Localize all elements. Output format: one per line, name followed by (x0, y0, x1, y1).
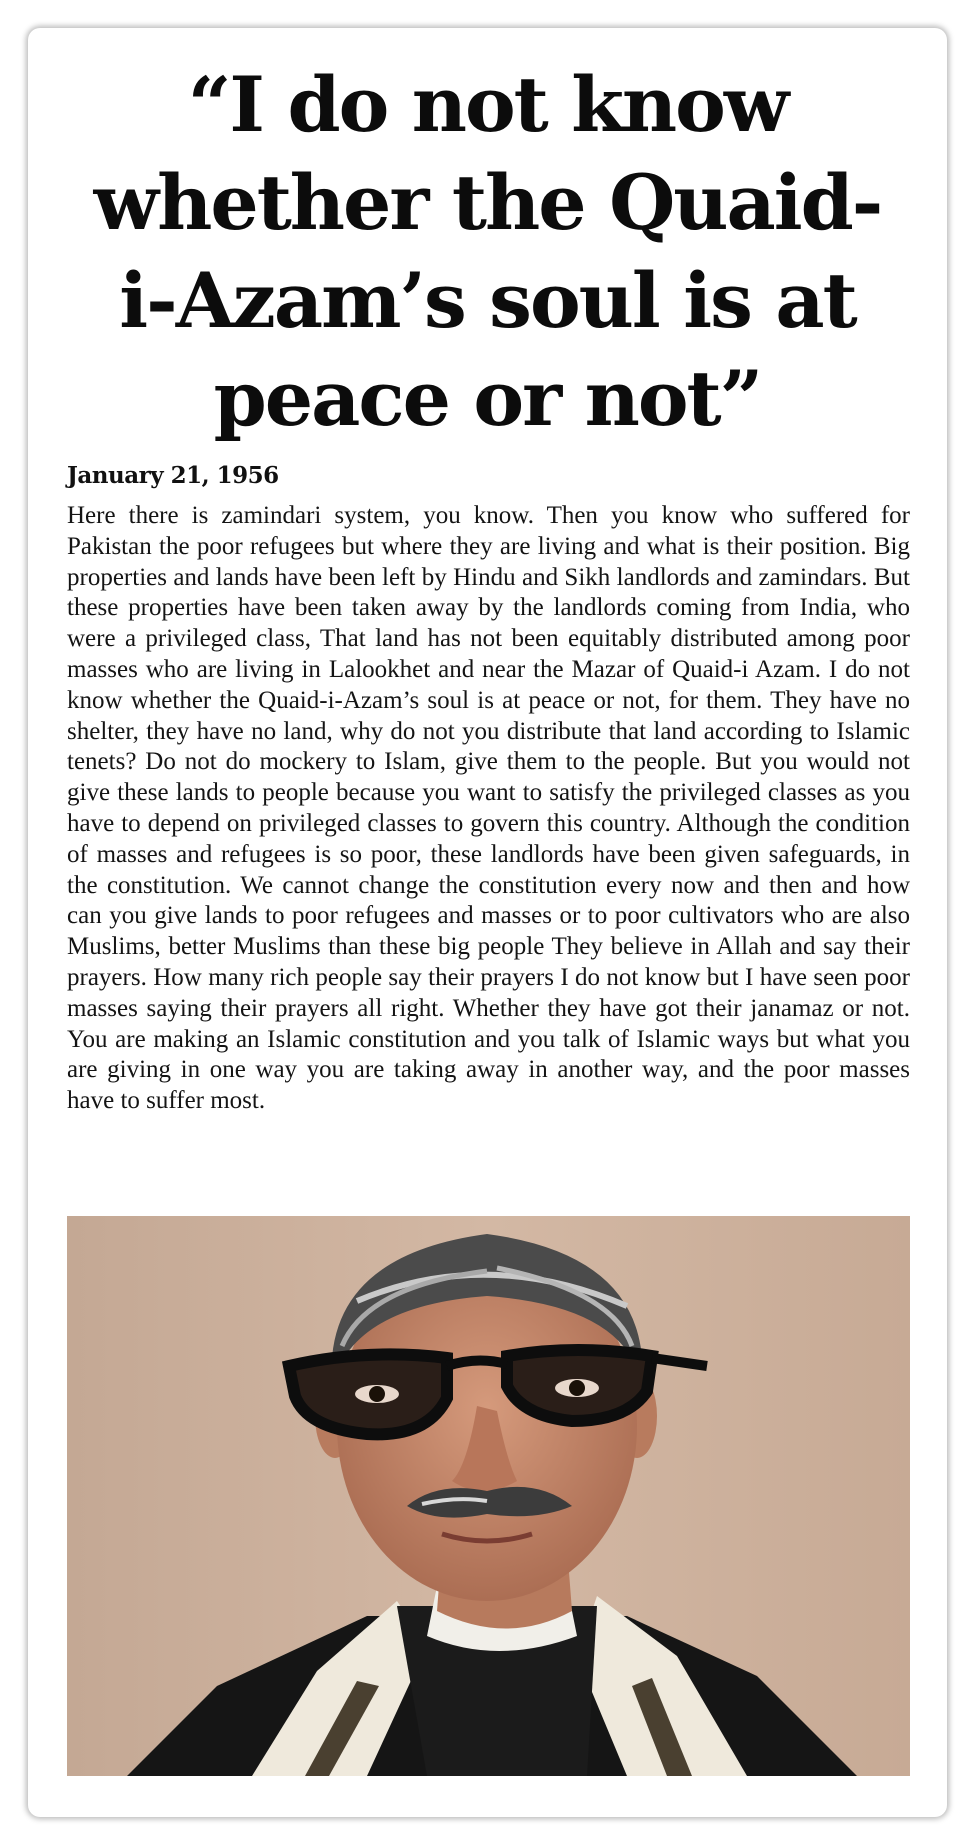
headline: “I do not know whether the Quaid-i-Azam’s soul is at peace or not” (93, 60, 882, 443)
portrait-photo (67, 1216, 910, 1776)
portrait-illustration (67, 1216, 910, 1776)
article-body: Here there is zamindari system, you know. Then you know who suffered for Pakistan the poor refugees but where they are living and what is their position. Big properties and lands have been left by Hindu and Sikh landlords and zamindars. But these properties have been taken away by the landlords coming from India, who were a privileged class, That land has not been equitably distributed among poor masses who are living in Lalookhet and near the Mazar of Quaid-i Azam. I do not know whether the Quaid-i-Azam’s soul is at peace or not, for them. They have no shelter, they have no land, why do not you distribute that land according to Islamic tenets? Do not do mockery to Islam, give them to the people. But you would not give these lands to people because you want to satisfy the privileged classes as you have to depend on privileged classes to govern this country. Although the condition of masses and refugees is so poor, these landlords have been given safeguards, in the constitution. We cannot change the constitution every now and then and how can you give lands to poor refugees and masses or to poor cultivators who are also Muslims, better Muslims than these big people They believe in Allah and say their prayers. How many rich people say their prayers I do not know but I have seen poor masses saying their prayers all right. Whether they have got their janamaz or not. You are making an Islamic constitution and you talk of Islamic ways but what you are giving in one way you are taking away in another way, and the poor masses have to suffer most. (67, 502, 910, 1115)
dateline: January 21, 1956 (67, 462, 279, 489)
article-card (28, 28, 947, 1817)
